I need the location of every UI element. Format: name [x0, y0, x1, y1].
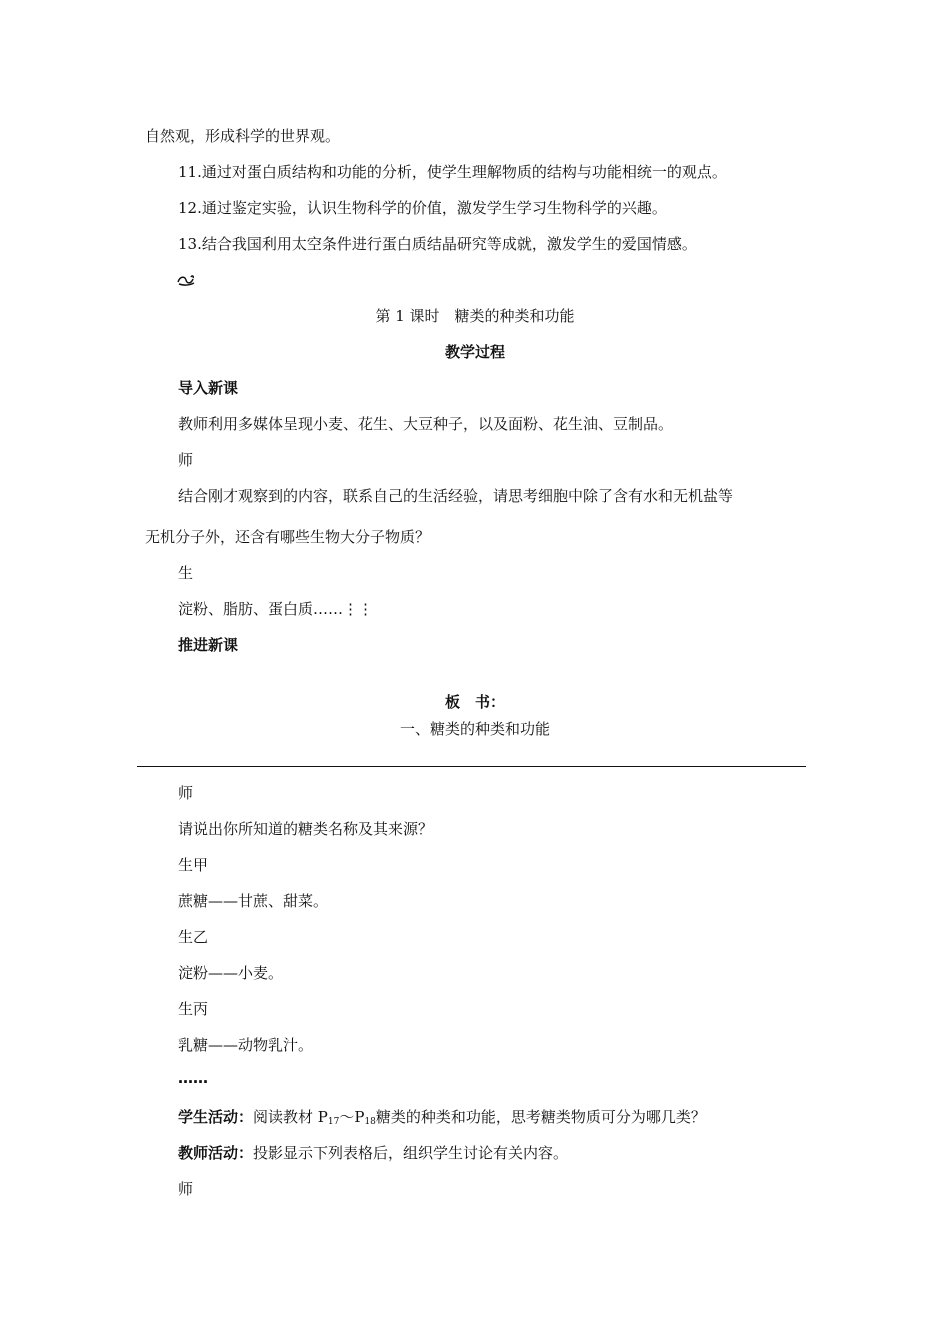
- teacher-activity-label: 教师活动：: [178, 1144, 254, 1162]
- speaker-student-a: 生甲: [178, 856, 209, 874]
- page-to: 18: [364, 1117, 376, 1127]
- speaker-teacher: 师: [178, 1180, 194, 1198]
- scroll-ornament-icon: [176, 273, 196, 287]
- tilde: ～P: [339, 1108, 365, 1126]
- board-label: 板 书：: [444, 693, 505, 711]
- teacher-activity: [178, 1143, 568, 1163]
- advance-heading: 推进新课: [178, 636, 239, 654]
- lesson-title: 第 1 课时 糖类的种类和功能: [375, 307, 575, 325]
- intro-heading: 导入新课: [178, 379, 239, 397]
- ellipsis: ……: [178, 1069, 208, 1087]
- answer-student-c: 乳糖——动物乳汁。: [178, 1036, 314, 1054]
- student-activity-label: 学生活动：: [178, 1108, 254, 1126]
- intro-text: 教师利用多媒体呈现小麦、花生、大豆种子，以及面粉、花生油、豆制品。: [178, 415, 674, 433]
- teaching-process-heading: 教学过程: [444, 343, 505, 361]
- page-from: 17: [327, 1117, 340, 1127]
- speaker-teacher: 师: [178, 451, 194, 469]
- question-line-1: 结合刚才观察到的内容，联系自己的生活经验，请思考细胞中除了含有水和无机盐等: [178, 487, 734, 505]
- board-divider: [137, 766, 806, 767]
- answer-student-b: 淀粉——小麦。: [178, 964, 284, 982]
- student-answer: 淀粉、脂肪、蛋白质……⋮⋮: [178, 600, 374, 618]
- student-activity-text: 阅读教材 P: [253, 1108, 328, 1126]
- student-activity: [178, 1107, 706, 1132]
- objective-continued-line: 自然观，形成科学的世界观。: [145, 127, 341, 145]
- question-line-2: 无机分子外，还含有哪些生物大分子物质？: [145, 528, 431, 546]
- objective-item-13: 13.结合我国利用太空条件进行蛋白质结晶研究等成就，激发学生的爱国情感。: [178, 235, 697, 253]
- answer-student-a: 蔗糖——甘蔗、甜菜。: [178, 892, 329, 910]
- speaker-student-b: 生乙: [178, 928, 209, 946]
- teacher-question: 请说出你所知道的糖类名称及其来源？: [178, 820, 434, 838]
- speaker-teacher: 师: [178, 784, 194, 802]
- student-activity-rest: 糖类的种类和功能，思考糖类物质可分为哪几类？: [375, 1108, 706, 1126]
- objective-item-11: 11.通过对蛋白质结构和功能的分析，使学生理解物质的结构与功能相统一的观点。: [178, 163, 727, 181]
- speaker-student-c: 生丙: [178, 1000, 209, 1018]
- speaker-student: 生: [178, 564, 194, 582]
- board-content: 一、糖类的种类和功能: [399, 720, 550, 738]
- objective-item-12: 12.通过鉴定实验，认识生物科学的价值，激发学生学习生物科学的兴趣。: [178, 199, 667, 217]
- teacher-activity-text: 投影显示下列表格后，组织学生讨论有关内容。: [253, 1144, 569, 1162]
